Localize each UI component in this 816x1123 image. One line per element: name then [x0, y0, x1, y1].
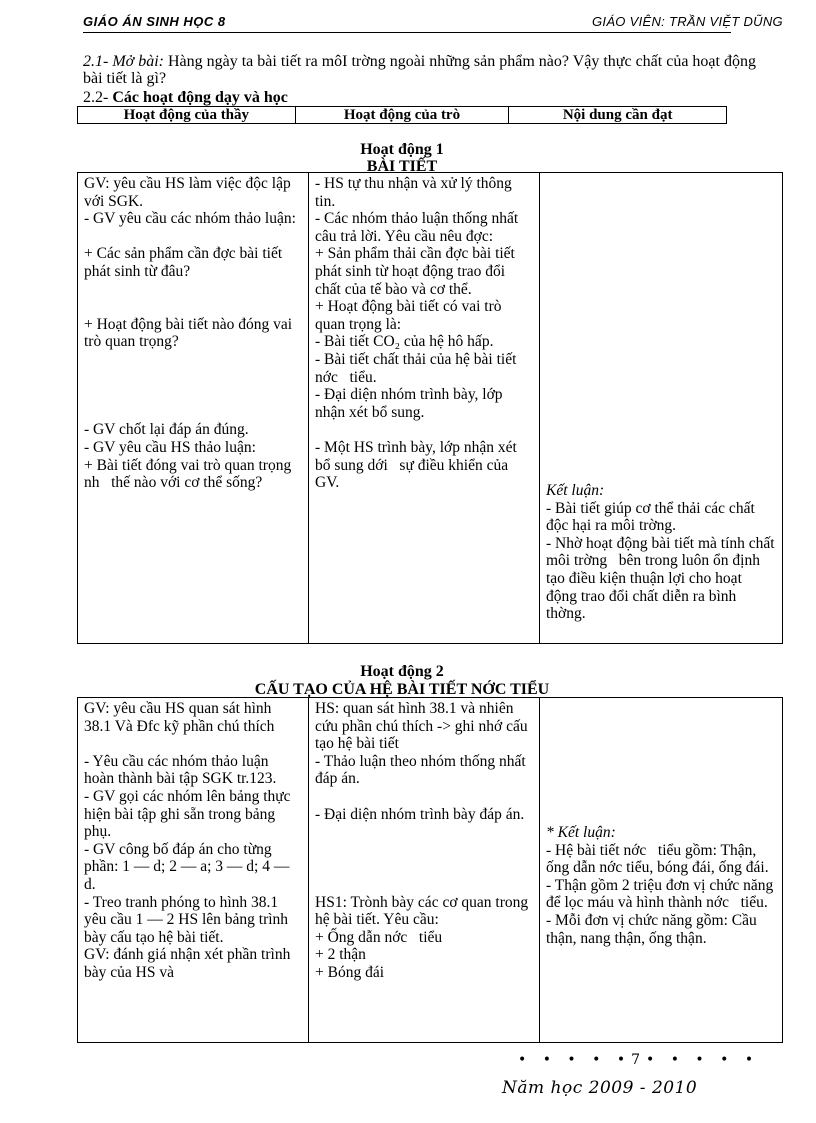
intro-label: 2.1- Mở bài: [83, 53, 164, 70]
cell-line: HS: quan sát hình 38.1 và nhiên cứu phần chú thích -> ghi nhớ cấu tạo hệ bài tiết [315, 700, 532, 753]
cell-line: - Hệ bài tiết nớc tiểu gồm: Thận, ống dẫn nớc tiểu, bóng đái, ống đái. [546, 841, 769, 877]
cell-line: - Bài tiết giúp cơ thể thải các chất độc hại ra môi trờng. [546, 499, 759, 535]
activity2-conclusion-label: * Kết luận: [546, 824, 616, 841]
column-header-table [77, 106, 727, 124]
page-number-row [518, 1052, 759, 1068]
cell-line: + Sản phẩm thải cần đợc bài tiết phát sinh từ hoạt động trao đổi chất của tế bào và cơ thể. [315, 245, 519, 298]
cell-line: - Mỗi đơn vị chức năng gồm: Cầu thận, nang thận, ống thận. [546, 911, 761, 947]
cell-line: - Bài tiết CO₂ của hệ hô hấp. [315, 333, 494, 351]
cell-line: GV: đánh giá nhận xét phần trình bày của HS và [84, 946, 295, 981]
header-left: GIÁO ÁN SINH HỌC 8 [83, 14, 226, 29]
cell-line [84, 228, 302, 246]
activity1-teacher-cell [78, 173, 309, 644]
cell-line: - Nhờ hoạt động bài tiết mà tính chất môi trờng bên trong luôn ổn định tạo điều kiện thuận lợi cho hoạt động trao đổi chất diễn ra bình thờng. [546, 534, 779, 623]
header-right: GIÁO VIÊN: TRẦN VIỆT DŨNG [592, 14, 783, 29]
cell-line: - GV chốt lại đáp án đúng. [84, 421, 249, 439]
column-student: Hoạt động của trò [295, 107, 509, 124]
cell-line [315, 841, 533, 859]
intro-text: Hàng ngày ta bài tiết ra môI trờng ngoài những sản phẩm nào? Vậy thực chất của hoạt động bài tiết là gì? [83, 53, 756, 87]
activity1-student-cell [309, 173, 540, 644]
cell-line: - GV yêu cầu các nhóm thảo luận: [84, 210, 296, 228]
dots-right: • • • • • [646, 1052, 760, 1068]
cell-line [315, 788, 533, 806]
cell-line: - GV công bố đáp án cho từng phần: 1 — d; 2 — a; 3 — d; 4 — d. [84, 840, 294, 893]
activity2-title: Hoạt động 2 [360, 663, 444, 680]
activity1-conclusion-label: Kết luận: [546, 482, 605, 499]
cell-line: - Một HS trình bày, lớp nhận xét bổ sung dới sự điều khiển của GV. [315, 438, 521, 492]
cell-line: + 2 thận [315, 946, 366, 964]
cell-line: GV: yêu cầu HS quan sát hình 38.1 Và Đfc kỹ phần chú thích [84, 700, 276, 735]
cell-line: - Treo tranh phóng to hình 38.1 yêu cầu 1 — 2 HS lên bảng trình bày cấu tạo hệ bài tiết. [84, 893, 292, 946]
activity2-subtitle: CẤU TẠO CỦA HỆ BÀI TIẾT NỚC TIỂU [254, 681, 550, 698]
cell-line: - Đại diện nhóm trình bày, lớp nhận xét bổ sung. [315, 386, 507, 421]
cell-line: + Ống dẫn nớc tiểu [315, 928, 443, 946]
cell-line [84, 281, 302, 299]
school-year: Năm học 2009 - 2010 [502, 1078, 698, 1098]
section-title: Các hoạt động dạy và học [112, 89, 288, 106]
activity2-teacher-cell [78, 698, 309, 1043]
cell-line: HS1: Trònh bày các cơ quan trong hệ bài tiết. Yêu cầu: [315, 893, 532, 929]
page-number: 7 [631, 1052, 647, 1068]
cell-line [315, 421, 533, 439]
cell-line [84, 404, 302, 422]
section-heading [83, 89, 288, 106]
cell-line: - Yêu cầu các nhóm thảo luận hoàn thành bài tập SGK tr.123. [84, 752, 277, 788]
activity2-content-cell [540, 698, 783, 1043]
cell-line [84, 386, 302, 404]
column-teacher: Hoạt động của thầy [78, 107, 296, 124]
cell-line [315, 858, 533, 876]
dots-left: • • • • • [518, 1052, 632, 1068]
cell-line: + Các sản phẩm cần đợc bài tiết phát sinh từ đâu? [84, 245, 287, 280]
intro-paragraph [83, 53, 773, 87]
cell-line [84, 735, 302, 753]
cell-line: - HS tự thu nhận và xử lý thông tin. [315, 175, 516, 210]
cell-line: - Thảo luận theo nhóm thống nhất đáp án. [315, 752, 530, 788]
cell-line: - Các nhóm thảo luận thống nhất câu trả lời. Yêu cầu nêu đợc: [315, 210, 523, 245]
cell-line: - Thận gồm 2 triệu đơn vị chức năng để lọc máu và hình thành nớc tiểu. [546, 876, 778, 912]
cell-line: + Hoạt động bài tiết có vai trò quan trọng là: [315, 298, 506, 333]
cell-line: - Đại diện nhóm trình bày đáp án. [315, 805, 525, 823]
cell-line [315, 876, 533, 894]
cell-line: - GV gọi các nhóm lên bảng thực hiện bài tập ghi sẵn trong bảng phụ. [84, 787, 295, 841]
cell-line: GV: yêu cầu HS làm việc độc lập với SGK. [84, 175, 295, 210]
activity2-student-cell [309, 698, 540, 1043]
activity1-table [77, 172, 783, 644]
cell-line: - Bài tiết chất thải của hệ bài tiết nớc tiểu. [315, 350, 521, 386]
cell-line [315, 823, 533, 841]
cell-line: - GV yêu cầu HS thảo luận: [84, 438, 256, 456]
activity1-title: Hoạt động 1 [360, 141, 444, 158]
activity2-table [77, 697, 783, 1043]
activity1-subtitle: BÀI TIẾT [366, 158, 438, 175]
cell-line: + Bài tiết đóng vai trò quan trọng nh thế nào với cơ thể sống? [84, 456, 296, 492]
cell-line: + Hoạt động bài tiết nào đóng vai trò quan trọng? [84, 315, 296, 351]
cell-line [84, 369, 302, 387]
cell-line: + Bóng đái [315, 963, 385, 981]
header-divider [83, 32, 731, 33]
cell-line [84, 298, 302, 316]
section-number: 2.2- [83, 89, 113, 106]
column-content: Nội dung cần đạt [509, 107, 727, 124]
activity1-content-cell [540, 173, 783, 644]
cell-line [84, 351, 302, 369]
